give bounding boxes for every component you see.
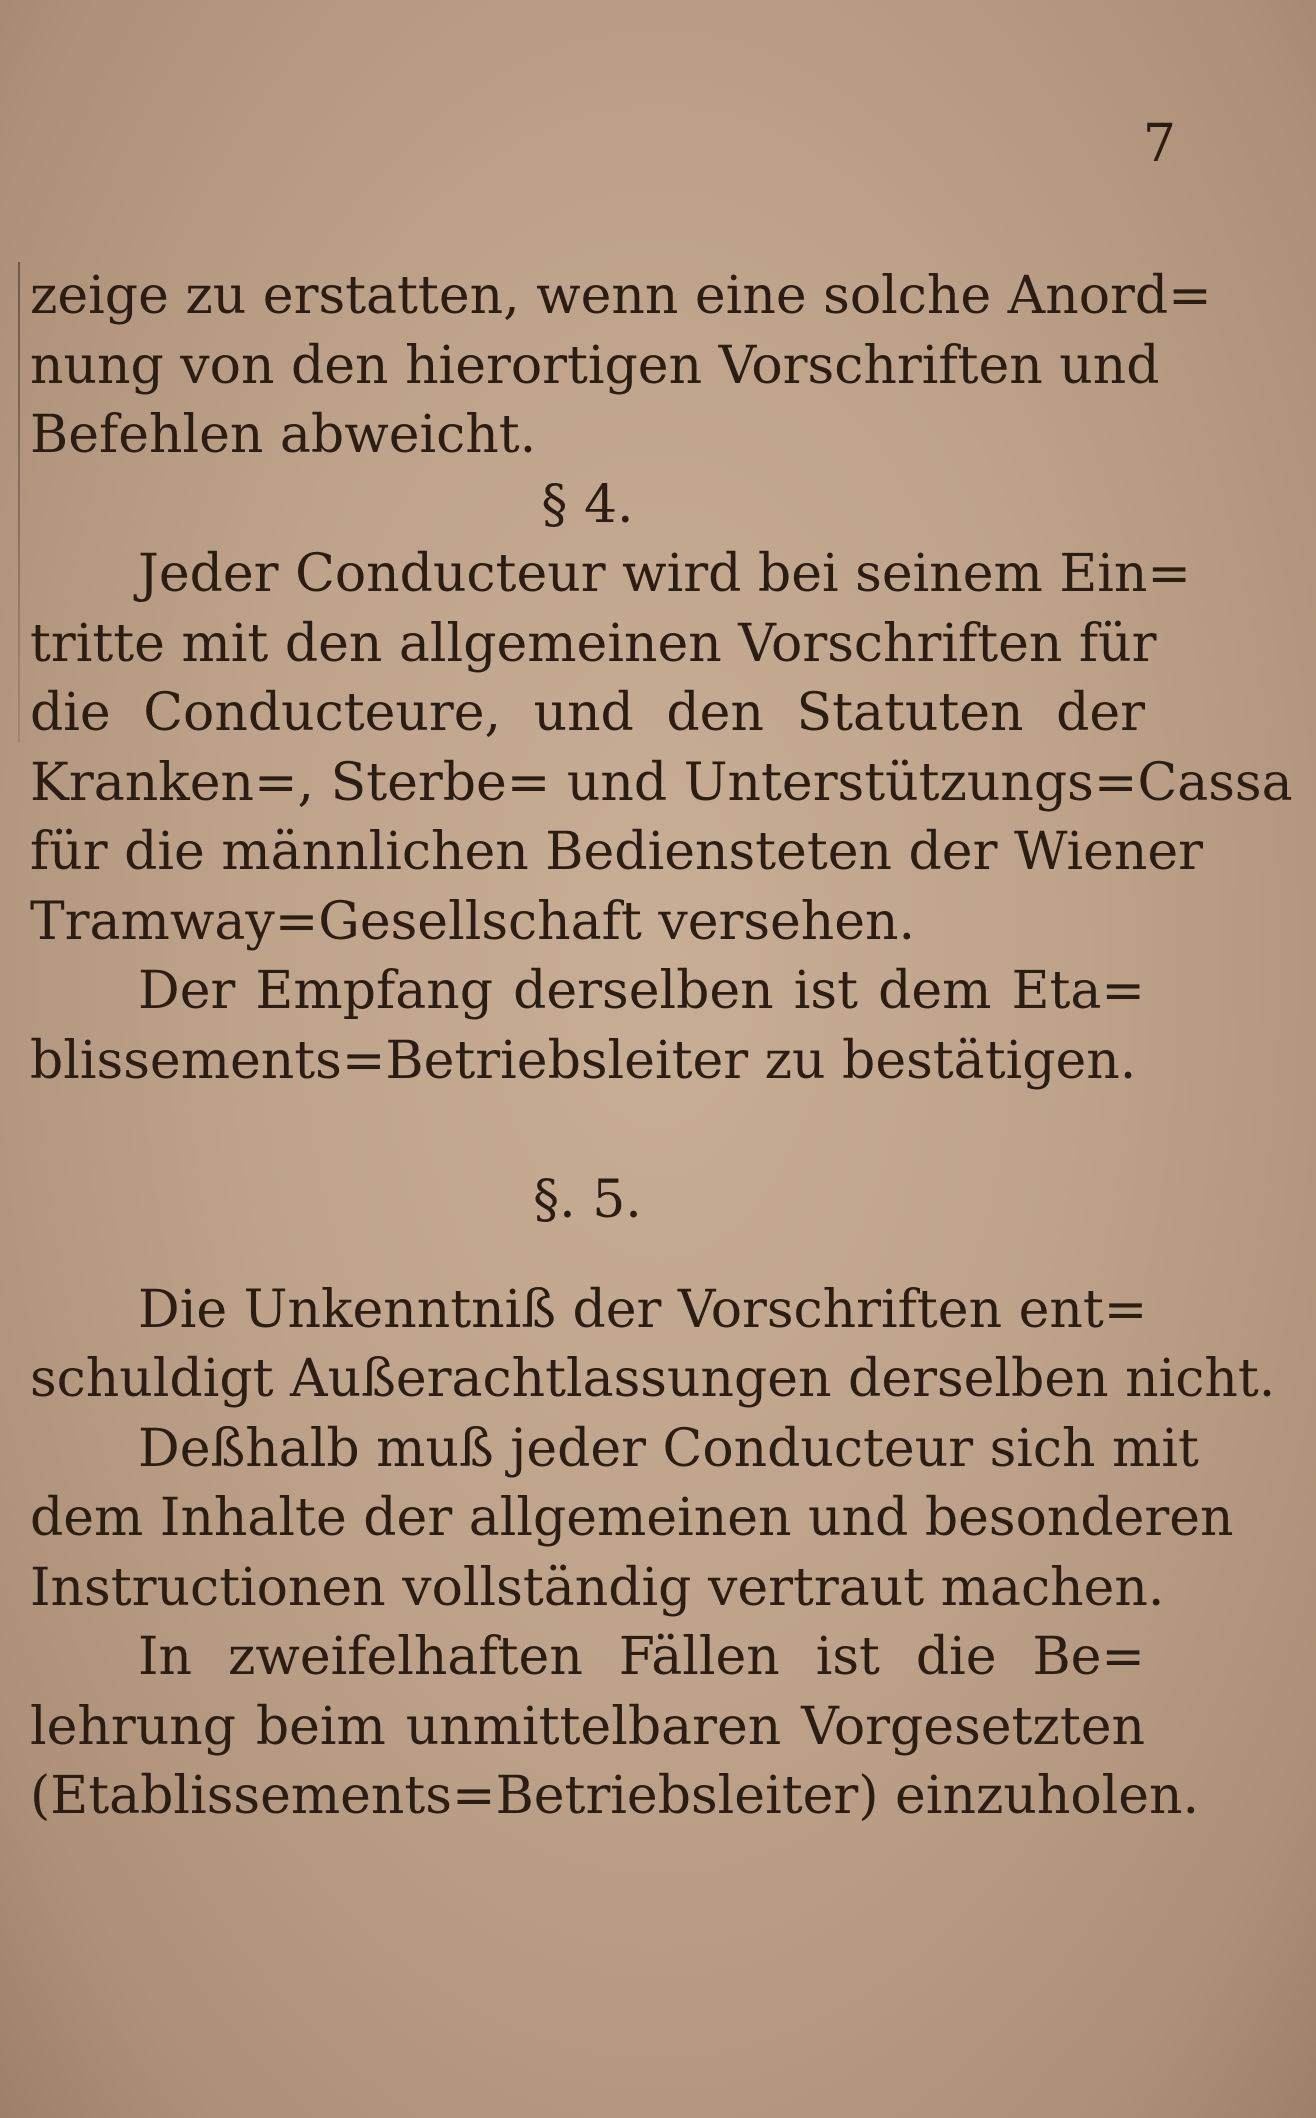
section-5-heading: §. 5. xyxy=(533,1170,642,1230)
text-line: für die männlichen Bediensteten der Wiener xyxy=(30,822,1204,882)
section-5-paragraph-2 xyxy=(30,1415,1234,1624)
spacer xyxy=(30,1096,1145,1166)
paragraph-continuation xyxy=(30,262,1212,471)
text-line: Kranken=, Sterbe= und Unterstützungs=Cassa xyxy=(30,752,1293,813)
text-line: Jeder Conducteur wird bei seinem Ein= xyxy=(138,544,1191,604)
text-line: tritte mit den allgemeinen Vorschriften für xyxy=(30,613,1157,674)
text-line: (Etablissements=Betriebsleiter) einzuholen. xyxy=(30,1766,1200,1826)
section-5-paragraph-1 xyxy=(30,1276,1276,1415)
text-line: nung von den hierortigen Vorschriften und xyxy=(30,335,1160,396)
text-line: Die Unkenntniß der Vorschriften ent= xyxy=(138,1279,1148,1340)
text-line: Befehlen abweicht. xyxy=(30,405,537,465)
margin-mark xyxy=(18,262,20,742)
page-text xyxy=(30,262,1293,1832)
section-5-paragraph-3 xyxy=(30,1623,1200,1832)
text-line: blissements=Betriebsleiter zu bestätigen. xyxy=(30,1030,1137,1091)
text-line: Instructionen vollständig vertraut machen. xyxy=(30,1557,1165,1618)
text-line: In zweifelhaften Fällen ist die Be= xyxy=(138,1627,1145,1687)
section-4-paragraph-2 xyxy=(30,957,1145,1096)
spacer xyxy=(30,1236,1145,1276)
text-line: die Conducteure, und den Statuten der xyxy=(30,683,1145,743)
section-4-heading: § 4. xyxy=(541,474,634,535)
text-line: Der Empfang derselben ist dem Eta= xyxy=(138,961,1145,1021)
text-line: schuldigt Außerachtlassungen derselben nicht. xyxy=(30,1349,1276,1409)
page-number: 7 xyxy=(1142,114,1176,174)
section-4-paragraph-1 xyxy=(30,540,1293,957)
text-line: zeige zu erstatten, wenn eine solche Anord= xyxy=(30,266,1212,326)
text-line: dem Inhalte der allgemeinen und besonderen xyxy=(30,1488,1234,1548)
text-line: lehrung beim unmittelbaren Vorgesetzten xyxy=(30,1696,1145,1757)
text-line: Deßhalb muß jeder Conducteur sich mit xyxy=(138,1418,1199,1479)
text-line: Tramway=Gesellschaft versehen. xyxy=(30,891,916,952)
